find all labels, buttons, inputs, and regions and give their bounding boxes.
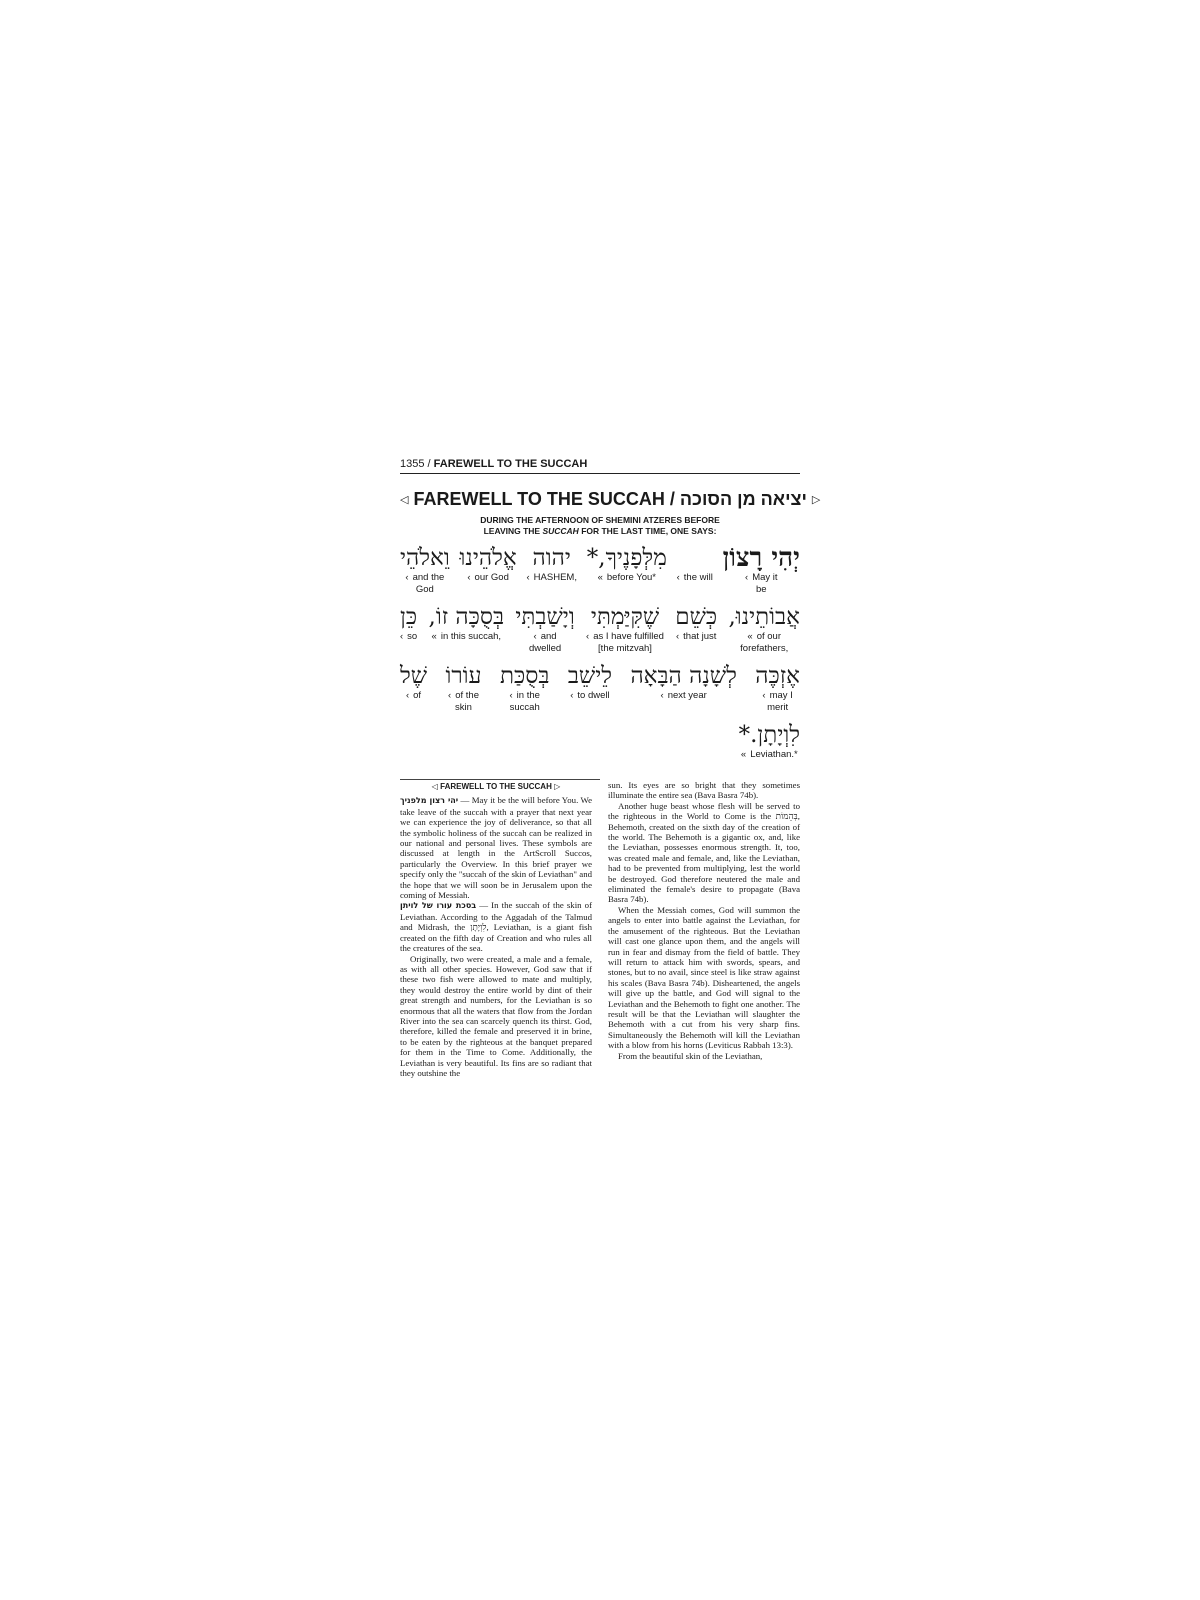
english-gloss <box>762 690 792 714</box>
running-head-separator: / <box>427 458 431 470</box>
commentary-left-column <box>400 780 592 1078</box>
gloss-marker: ‹ <box>762 690 766 701</box>
english-gloss <box>745 572 778 596</box>
word-unit <box>460 544 517 596</box>
hebrew-word: עוֹרוֹ <box>445 663 482 689</box>
instruction <box>400 515 800 537</box>
english-gloss <box>586 631 664 655</box>
gloss-marker: ‹ <box>570 690 574 701</box>
running-head-title: FAREWELL TO THE SUCCAH <box>433 458 588 470</box>
prayer-line <box>400 603 800 655</box>
gloss-text: the will <box>683 572 713 583</box>
section-title <box>400 488 821 511</box>
gloss-marker: ‹ <box>448 690 452 701</box>
gloss-text: to dwell <box>577 690 610 701</box>
english-gloss <box>400 631 417 643</box>
prayer-text <box>400 544 800 761</box>
word-unit <box>755 662 800 714</box>
gloss-marker: « <box>740 749 747 760</box>
gloss-marker: ‹ <box>675 631 680 642</box>
gloss-text: as I have fulfilled <box>593 631 664 642</box>
english-gloss <box>677 572 713 584</box>
commentary-paragraph: sun. Its eyes are so bright that they sometimes illuminate the entire sea (Bava Basra 74b). <box>608 780 800 801</box>
instruction-text: FOR THE LAST TIME, ONE SAYS: <box>578 526 717 536</box>
gloss-marker: ‹ <box>509 690 513 701</box>
gloss-marker: ‹ <box>660 690 664 701</box>
hebrew-word: אֲבוֹתֵינוּ, <box>728 604 800 630</box>
gloss-text: May it <box>752 572 778 583</box>
prayer-line <box>400 544 800 596</box>
commentary-heading: ◁ FAREWELL TO THE SUCCAH ▷ <box>431 782 561 791</box>
english-gloss <box>509 690 539 714</box>
hebrew-word: לִוְיָתָן.* <box>738 722 800 748</box>
gloss-text: next year <box>667 690 707 701</box>
hebrew-word: אֱלֹהֵינוּ <box>459 545 517 571</box>
commentary-paragraph: When the Messiah comes, God will summon the angels to enter into battle against the Leviathan, for the amusement of the righteous. But the Leviathan will cast one glance upon them, and the angels will run in fear and dismay from the field of battle. They will return to attack him with swords, spears, and stones, but to no avail, since steel is like straw against his scales (Bava Basra 74b). Disheartened, the angels will give up the battle, and God will signal to the Leviathan and the Behemoth to fight one another. The result will be that the Leviathan will slaughter the Behemoth with a cut from his very sharp fins. Simultaneously the Behemoth will kill the Leviathan with a blow from his horns (Leviticus Rabbah 13:3). <box>608 904 800 1051</box>
left-ornament-icon: ◁ <box>400 494 409 506</box>
headword: בסכת עורו של לויתן <box>400 901 477 911</box>
word-unit <box>400 662 427 714</box>
word-unit <box>630 662 736 714</box>
gloss-marker: ‹ <box>405 572 409 583</box>
gloss-text: that just <box>683 631 717 642</box>
word-unit <box>515 603 574 655</box>
word-unit <box>500 662 549 714</box>
gloss-marker: ‹ <box>405 690 410 701</box>
hebrew-word: וֵאלֹהֵי <box>400 545 450 571</box>
gloss-text: in the <box>516 690 540 701</box>
hebrew-word: בְּסֻכָּה זוֹ, <box>428 604 505 630</box>
gloss-text: [the mitzvah] <box>598 643 652 654</box>
hebrew-word: כֵּן <box>400 604 418 630</box>
instruction-italic: SUCCAH <box>542 526 579 536</box>
word-unit <box>400 544 450 596</box>
gloss-text: Leviathan.* <box>750 749 798 760</box>
gloss-text: of <box>413 690 422 701</box>
commentary-paragraph <box>400 900 592 953</box>
gloss-marker: ‹ <box>533 631 537 642</box>
gloss-marker: ‹ <box>676 572 680 583</box>
gloss-text: of our <box>756 631 781 642</box>
gloss-text: dwelled <box>528 643 562 654</box>
gloss-text: skin <box>455 702 472 713</box>
gloss-text: our God <box>474 572 509 583</box>
commentary-right-column <box>608 780 800 1078</box>
commentary <box>400 780 800 1078</box>
word-unit <box>527 544 577 596</box>
gloss-marker: « <box>747 631 753 642</box>
paragraph-text: — May it be the will before You. We take leave of the succah with a prayer that next year we can experience the joy of deliverance, so that all the symbolic holiness of the succah can be realized in our national and personal lives. These symbols are discussed at length in the ArtScroll Succos, particularly the Overview. In this brief prayer we specify only the "succah of the skin of Leviathan" and the hope that we will soon be in Jerusalem upon the coming of Messiah. <box>400 795 592 901</box>
hebrew-word: לְשָׁנָה הַבָּאָה <box>630 663 737 689</box>
hebrew-word: שֶׁקִּיַּמְתִּי <box>590 604 660 630</box>
word-unit <box>723 544 800 596</box>
page <box>400 458 821 1078</box>
word-unit <box>400 603 417 655</box>
word-unit <box>677 544 713 596</box>
hebrew-word: כְּשֵׁם <box>675 604 718 630</box>
gloss-text: before You* <box>606 572 657 583</box>
english-gloss <box>529 631 561 655</box>
hebrew-word: יְהִי רָצוֹן <box>722 543 800 573</box>
instruction-line-1: DURING THE AFTERNOON OF SHEMINI ATZERES BEFORE <box>480 515 720 525</box>
gloss-text: and <box>540 631 557 642</box>
word-unit <box>429 603 505 655</box>
gloss-text: HASHEM, <box>533 572 577 583</box>
gloss-text: in this succah, <box>440 631 502 642</box>
prayer-line <box>400 662 800 714</box>
gloss-text: of the <box>455 690 479 701</box>
english-gloss <box>598 572 656 584</box>
prayer-line <box>400 721 800 761</box>
paragraph-text: — In the succah of the skin of Leviathan. According to the Aggadah of the Talmud and Midrash, the לִוְיָתָן, Leviathan, is a giant fish created on the fifth day of Creation and who rules all the creatures of the sea. <box>400 900 592 954</box>
gloss-marker: « <box>597 572 603 583</box>
running-head <box>400 458 800 474</box>
english-gloss <box>448 690 479 714</box>
commentary-paragraph: From the beautiful skin of the Leviathan, <box>618 1050 763 1061</box>
headword: יהי רצון מלפניך <box>400 796 459 806</box>
gloss-marker: ‹ <box>526 572 530 583</box>
english-gloss <box>741 749 798 761</box>
word-unit <box>728 603 800 655</box>
word-unit <box>675 603 717 655</box>
hebrew-word: בְּסֻכַּת <box>499 663 550 689</box>
hebrew-word <box>691 544 698 572</box>
right-ornament-icon: ▷ <box>811 494 821 506</box>
gloss-text: merit <box>767 702 789 713</box>
instruction-line-2 <box>400 526 800 537</box>
hebrew-word: אֶזְכֶּה <box>755 663 800 689</box>
hebrew-word: מִלְּפָנֶיךָ,* <box>586 545 667 571</box>
paragraph-text: Originally, two were created, a male and a female, as with all other species. However, God saw that if these two fish were allowed to mate and multiply, they would destroy the entire world by dint of their great strength and numbers, for the Leviathan is so enormous that all the waters that flow from the Jordan River into the sea can scarcely quench its thirst. God, therefore, killed the female and preserved it in brine, to be eaten by the righteous at the banquet prepared for them in the Time to Come. Additionally, the Leviathan is very beautiful. Its fins are so radiant that they outshine the <box>400 953 592 1078</box>
english-gloss <box>406 690 421 702</box>
gloss-text: forefathers, <box>740 643 789 654</box>
gloss-marker: « <box>431 631 437 642</box>
english-gloss <box>527 572 577 584</box>
word-unit <box>586 603 664 655</box>
english-gloss <box>405 572 444 596</box>
title-hebrew: יציאה מן הסוכה <box>679 489 807 509</box>
gloss-marker: ‹ <box>586 631 590 642</box>
hebrew-word: לֵישֵׁב <box>567 663 613 689</box>
commentary-paragraph: Another huge beast whose flesh will be served to the righteous in the World to Come is the בְּהֵמוֹת, Behemoth, created on the sixth day of the creation of the world. The Behemoth is a gigantic ox, and, like the Leviathan, possesses enormous strength. It, too, was created male and female, and, like the Leviathan, had to be prevented from multiplying, lest the world be destroyed. God therefore neutered the male and eliminated the female's desire to propagate (Bava Basra 74b). <box>608 800 800 905</box>
english-gloss <box>570 690 609 702</box>
hebrew-word: וְיָשַׁבְתִּי <box>515 604 575 630</box>
gloss-text: and the <box>412 572 445 583</box>
word-unit <box>568 662 612 714</box>
hebrew-word: יהוה <box>532 545 571 571</box>
page-number: 1355 <box>400 458 425 470</box>
hebrew-word: שֶׁל <box>400 663 428 689</box>
word-unit <box>739 721 800 761</box>
word-unit <box>445 662 481 714</box>
instruction-text: LEAVING THE <box>483 526 543 536</box>
gloss-marker: ‹ <box>467 572 471 583</box>
gloss-text: God <box>415 584 434 595</box>
english-gloss <box>432 631 502 643</box>
gloss-marker: ‹ <box>745 572 749 583</box>
title-english: FAREWELL TO THE SUCCAH / <box>413 489 675 509</box>
gloss-text: succah <box>509 702 540 713</box>
commentary-paragraph <box>400 954 592 1079</box>
gloss-text: so <box>407 631 418 642</box>
commentary-paragraph <box>400 795 592 900</box>
english-gloss <box>676 631 716 643</box>
gloss-marker: ‹ <box>400 631 404 642</box>
english-gloss <box>740 631 788 655</box>
english-gloss <box>467 572 509 584</box>
gloss-text: may I <box>769 690 793 701</box>
english-gloss <box>661 690 707 702</box>
gloss-text: be <box>756 584 767 595</box>
word-unit <box>587 544 667 596</box>
